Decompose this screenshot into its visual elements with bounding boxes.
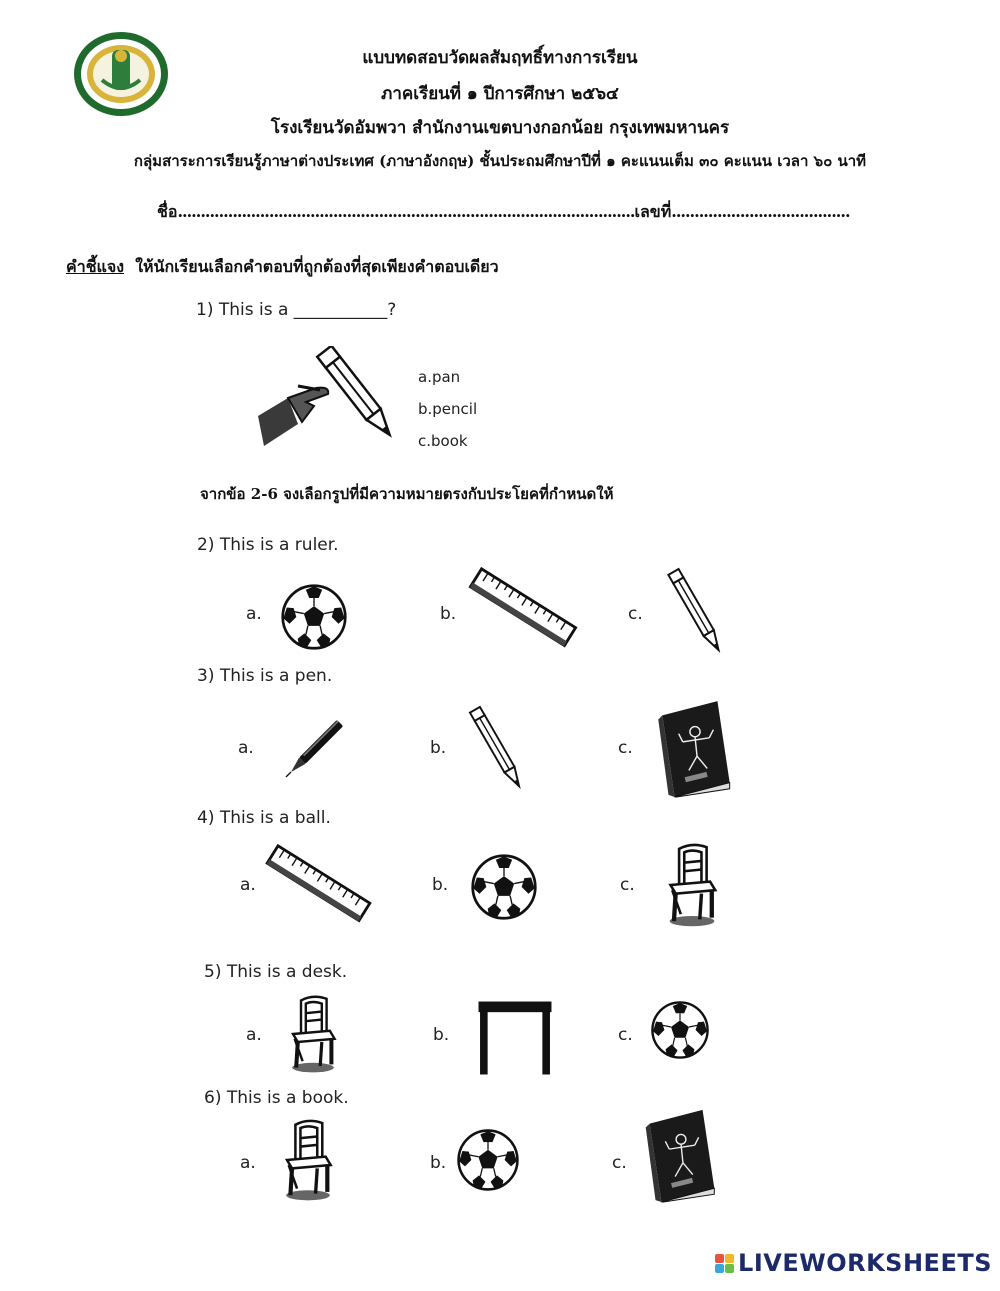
number-label: เลขที่: [634, 202, 672, 221]
ball-image[interactable]: [456, 1128, 520, 1192]
q4-choice-c[interactable]: c.: [620, 875, 635, 895]
name-field[interactable]: ....................................................................................................: [177, 202, 635, 221]
q6-choice-b[interactable]: b.: [430, 1153, 447, 1173]
pencil-image[interactable]: [460, 700, 534, 796]
q2-choice-a[interactable]: a.: [246, 604, 262, 624]
ball-image[interactable]: [470, 853, 538, 921]
name-number-line: [157, 200, 850, 225]
section-note: จากข้อ 2-6 จงเลือกรูปที่มีความหมายตรงกับประโยคที่กำหนดให้: [200, 485, 614, 503]
instructions-text: ให้นักเรียนเลือกคำตอบที่ถูกต้องที่สุดเพียงคำตอบเดียว: [135, 257, 499, 276]
q5-choice-c[interactable]: c.: [618, 1025, 633, 1045]
ball-image[interactable]: [650, 1000, 710, 1060]
q5-choice-a[interactable]: a.: [246, 1025, 262, 1045]
instructions: [66, 255, 499, 280]
test-title: แบบทดสอบวัดผลสัมฤทธิ์ทางการเรียน: [362, 48, 638, 68]
q1-option-a[interactable]: a.pan: [418, 368, 461, 386]
q4-choice-b[interactable]: b.: [432, 875, 449, 895]
q3-choice-a[interactable]: a.: [238, 738, 254, 758]
ball-image[interactable]: [280, 583, 348, 651]
book-image[interactable]: [640, 1106, 722, 1204]
book-image[interactable]: [652, 697, 738, 799]
q3-choice-b[interactable]: b.: [430, 738, 447, 758]
desk-image[interactable]: [465, 1000, 565, 1076]
question-3-text: 3) This is a pen.: [197, 666, 333, 686]
chair-image[interactable]: [278, 1118, 338, 1202]
q2-choice-b[interactable]: b.: [440, 604, 457, 624]
q3-choice-c[interactable]: c.: [618, 738, 633, 758]
liveworksheets-brand: [715, 1249, 992, 1277]
question-4-text: 4) This is a ball.: [197, 808, 331, 828]
liveworksheets-logo-icon: [715, 1254, 734, 1273]
subject-info: กลุ่มสาระการเรียนรู้ภาษาต่างประเทศ (ภาษาอังกฤษ) ชั้นประถมศึกษาปีที่ ๑ คะแนนเต็ม ๓๐ คะแนน เวลา ๖๐ นาที: [133, 152, 867, 170]
q1-option-c[interactable]: c.book: [418, 432, 468, 450]
q6-choice-a[interactable]: a.: [240, 1153, 256, 1173]
number-field[interactable]: .......................................: [671, 202, 850, 221]
q6-choice-c[interactable]: c.: [612, 1153, 627, 1173]
school-name: โรงเรียนวัดอัมพวา สำนักงานเขตบางกอกน้อย กรุงเทพมหานคร: [270, 118, 730, 138]
semester-year: ภาคเรียนที่ ๑ ปีการศึกษา ๒๕๖๔: [381, 84, 619, 104]
pointing-hand-pencil-image: [258, 346, 394, 454]
q2-choice-c[interactable]: c.: [628, 604, 643, 624]
q1-option-b[interactable]: b.pencil: [418, 400, 478, 418]
q5-choice-b[interactable]: b.: [433, 1025, 450, 1045]
question-6-text: 6) This is a book.: [204, 1088, 349, 1108]
question-5-text: 5) This is a desk.: [204, 962, 348, 982]
brand-name: LIVEWORKSHEETS: [738, 1249, 992, 1277]
pencil-image[interactable]: [660, 562, 732, 660]
ruler-image[interactable]: [465, 565, 580, 651]
q4-choice-a[interactable]: a.: [240, 875, 256, 895]
instructions-label: คำชี้แจง: [66, 257, 125, 276]
chair-image[interactable]: [284, 994, 342, 1074]
chair-image[interactable]: [660, 842, 724, 928]
pen-image[interactable]: [272, 710, 354, 790]
question-2-text: 2) This is a ruler.: [197, 535, 339, 555]
ruler-image[interactable]: [262, 842, 374, 926]
name-label: ชื่อ: [157, 202, 178, 221]
question-1-text: 1) This is a ___________?: [196, 300, 397, 320]
